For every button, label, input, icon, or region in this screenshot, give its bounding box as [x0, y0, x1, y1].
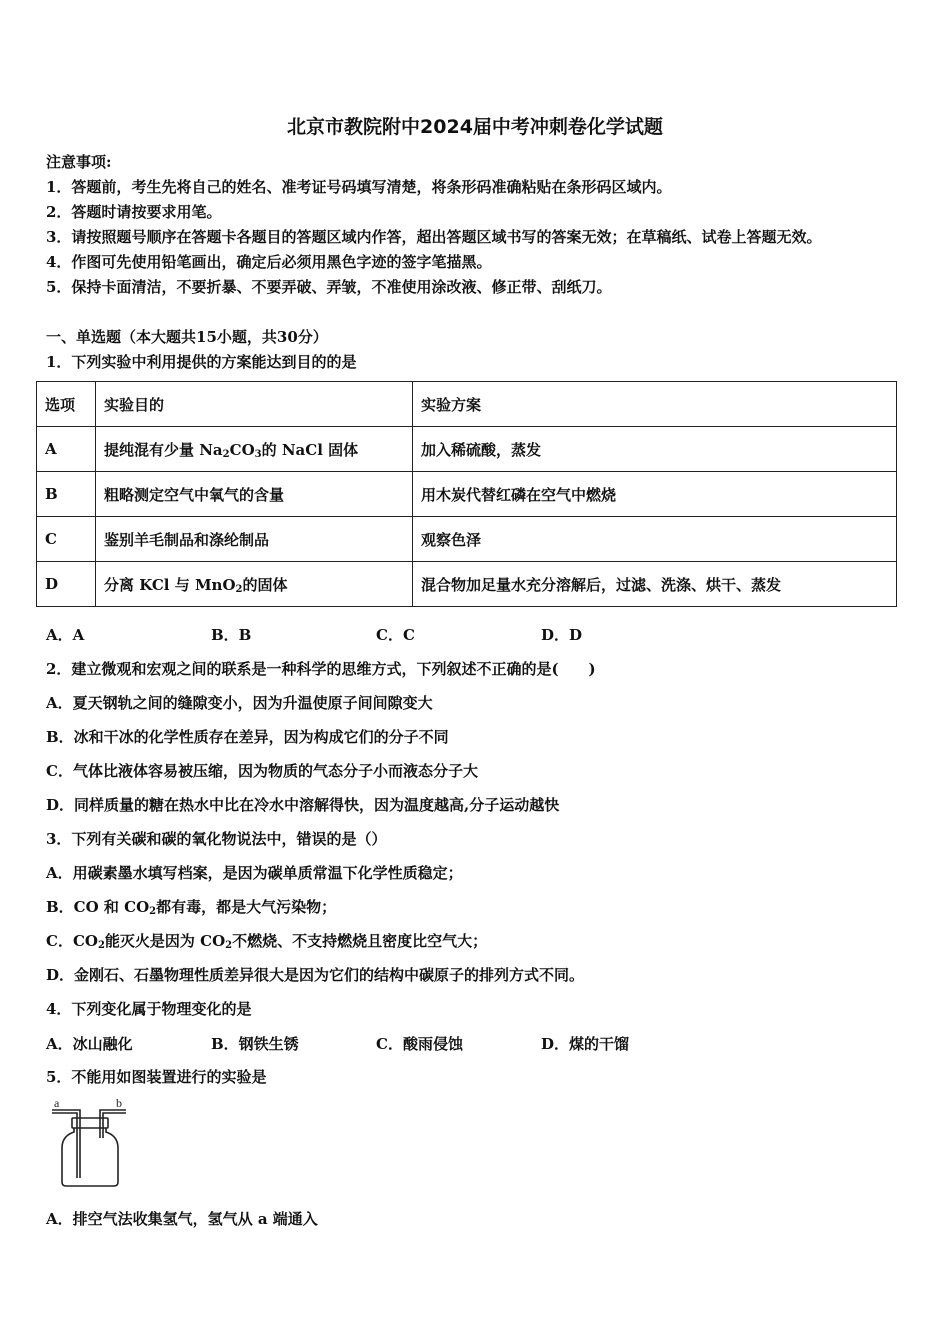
gas-bottle-figure	[46, 1098, 132, 1190]
table-row	[37, 427, 897, 472]
table-row	[37, 472, 897, 517]
table-cell-option: B	[37, 472, 96, 517]
table-header-cell: 实验目的	[96, 382, 413, 427]
q4-stem: 4．下列变化属于物理变化的是	[46, 1000, 252, 1018]
table-row	[37, 517, 897, 562]
table-cell-option: A	[37, 427, 96, 472]
table-cell-plan: 观察色泽	[413, 517, 897, 562]
q2-option-a[interactable]: A．夏天钢轨之间的缝隙变小，因为升温使原子间间隙变大	[46, 694, 433, 712]
table-row	[37, 562, 897, 607]
q4-choice-c[interactable]: C．酸雨侵蚀	[376, 1035, 463, 1053]
q1-choice-a[interactable]: A．A	[46, 626, 85, 644]
table-cell-plan: 加入稀硫酸，蒸发	[413, 427, 897, 472]
q2-option-b[interactable]: B．冰和干冰的化学性质存在差异，因为构成它们的分子不同	[46, 728, 449, 746]
table-cell-option: D	[37, 562, 96, 607]
notes-heading: 注意事项:	[46, 153, 112, 171]
notes-item: 4．作图可先使用铅笔画出，确定后必须用黑色字迹的签字笔描黑。	[46, 253, 492, 271]
table-header-cell: 实验方案	[413, 382, 897, 427]
q1-choice-d[interactable]: D．D	[541, 626, 583, 644]
page-title: 北京市教院附中2024届中考冲刺卷化学试题	[287, 116, 663, 138]
q3-stem: 3．下列有关碳和碳的氧化物说法中，错误的是（）	[46, 830, 387, 848]
q5-stem: 5．不能用如图装置进行的实验是	[46, 1068, 267, 1086]
q2-option-d[interactable]: D．同样质量的糖在热水中比在冷水中溶解得快，因为温度越高,分子运动越快	[46, 796, 560, 814]
q3-option-d[interactable]: D．金刚石、石墨物理性质差异很大是因为它们的结构中碳原子的排列方式不同。	[46, 966, 585, 984]
notes-item: 1．答题前，考生先将自己的姓名、准考证号码填写清楚，将条形码准确粘贴在条形码区域内。	[46, 178, 672, 196]
section-heading: 一、单选题（本大题共15小题，共30分）	[46, 328, 328, 346]
notes-item: 2．答题时请按要求用笔。	[46, 203, 222, 221]
table-cell-plan: 混合物加足量水充分溶解后，过滤、洗涤、烘干、蒸发	[413, 562, 897, 607]
q3-option-c[interactable]: C．$CO_2$能灭火是因为 $CO_2$不燃烧、不支持燃烧且密度比空气大；	[46, 932, 488, 951]
q4-choice-d[interactable]: D．煤的干馏	[541, 1035, 630, 1053]
q4-choice-a[interactable]: A．冰山融化	[46, 1035, 133, 1053]
table-cell-goal: 提纯混有少量 $Na_2CO_3$的 NaCl 固体	[96, 427, 413, 472]
q3-option-a[interactable]: A．用碳素墨水填写档案，是因为碳单质常温下化学性质稳定；	[46, 864, 463, 882]
notes-item: 5．保持卡面清洁，不要折暴、不要弄破、弄皱，不准使用涂改液、修正带、刮纸刀。	[46, 278, 612, 296]
tube-b	[100, 1110, 126, 1138]
q1-stem: 1．下列实验中利用提供的方案能达到目的的是	[46, 353, 357, 371]
table-cell-plan: 用木炭代替红磷在空气中燃烧	[413, 472, 897, 517]
q2-option-c[interactable]: C．气体比液体容易被压缩，因为物质的气态分子小而液态分子大	[46, 762, 478, 780]
q1-choice-b[interactable]: B．B	[211, 626, 252, 644]
q4-choice-b[interactable]: B．钢铁生锈	[211, 1035, 299, 1053]
label-a: a	[54, 1098, 60, 1110]
table-cell-option: C	[37, 517, 96, 562]
table-header-cell: 选项	[37, 382, 96, 427]
bottle-body	[62, 1128, 118, 1186]
table-cell-goal: 鉴别羊毛制品和涤纶制品	[96, 517, 413, 562]
table-cell-goal: 分离 KCl 与 MnO$_2$的固体	[96, 562, 413, 607]
q5-option-a[interactable]: A．排空气法收集氢气，氢气从 a 端通入	[46, 1210, 318, 1228]
table-header-row	[37, 382, 897, 427]
tube-a	[52, 1110, 80, 1178]
table-cell-goal: 粗略测定空气中氧气的含量	[96, 472, 413, 517]
q3-option-b[interactable]: B．CO 和 $CO_2$都有毒，都是大气污染物；	[46, 898, 337, 917]
q2-stem: 2．建立微观和宏观之间的联系是一种科学的思维方式，下列叙述不正确的是( )	[46, 660, 596, 678]
q1-table	[36, 381, 897, 607]
q1-choice-c[interactable]: C．C	[376, 626, 415, 644]
label-b: b	[116, 1098, 122, 1110]
notes-item: 3．请按照题号顺序在答题卡各题目的答题区域内作答，超出答题区域书写的答案无效；在草稿纸、试卷上答题无效。	[46, 228, 822, 246]
